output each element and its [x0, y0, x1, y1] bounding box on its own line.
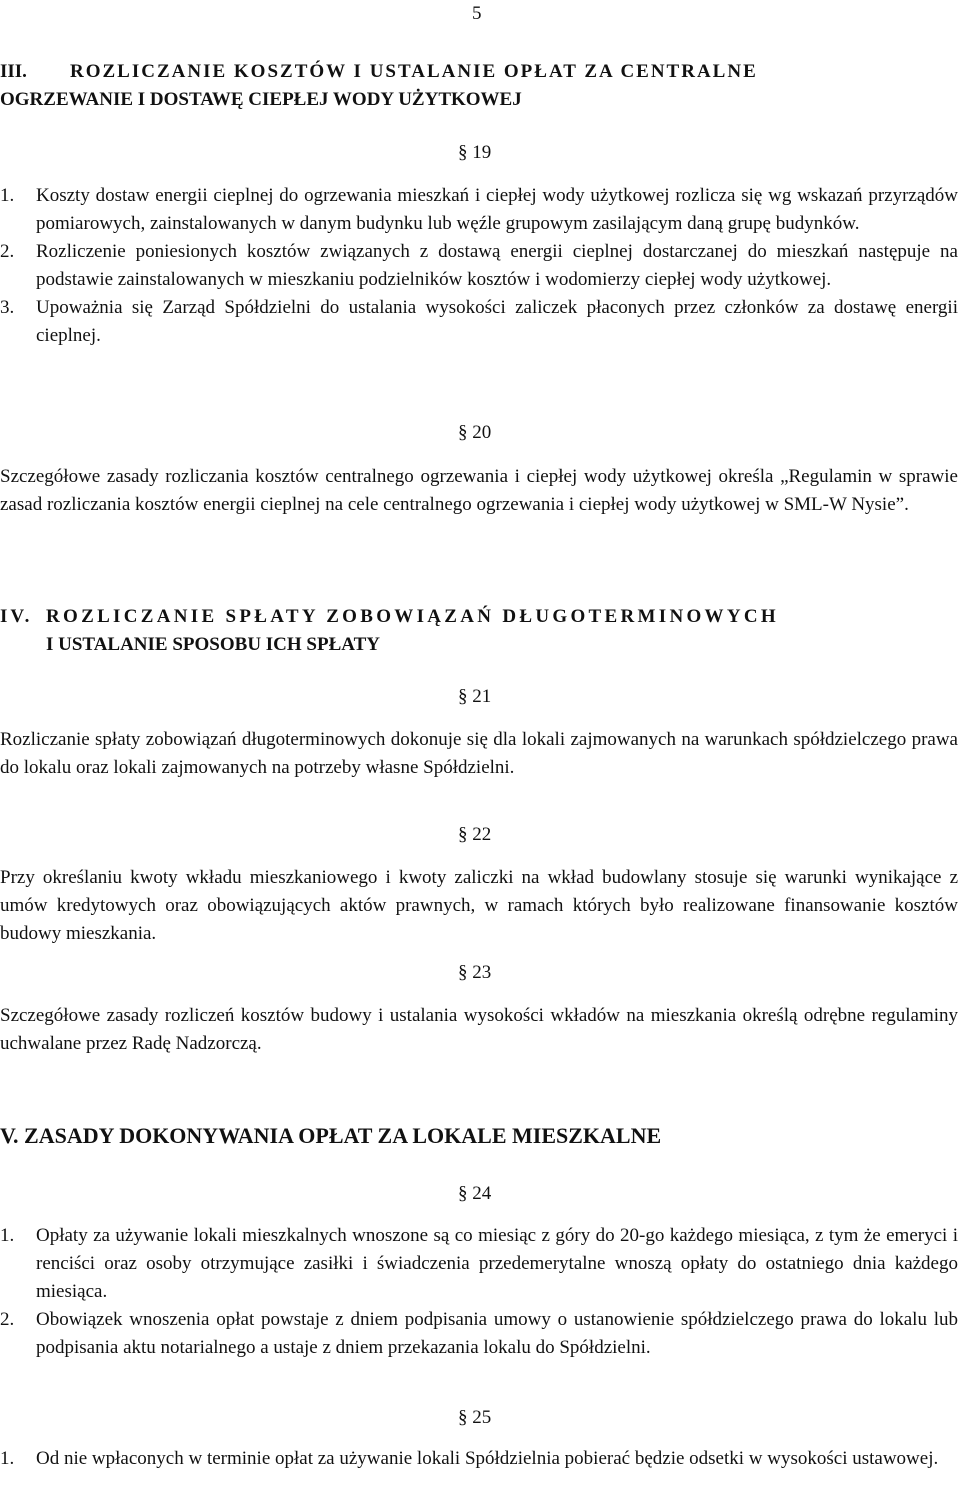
- paragraph-20-mark: § 20: [458, 422, 492, 443]
- list-item-text: Opłaty za używanie lokali mieszkalnych wnoszone są co miesiąc z góry do 20-go każdego miesiąca, z tym że emeryci i renciści oraz osoby otrzymujące zasiłki i świadczenia przedemerytalne wnoszą opłaty do ostatniego dnia każdego miesiąca.: [36, 1225, 958, 1302]
- list-item-text: Od nie wpłaconych w terminie opłat za używanie lokali Spółdzielnia pobierać będzie odsetki w wysokości ustawowej.: [36, 1448, 939, 1469]
- section-3-title-line1: ROZLICZANIE KOSZTÓW I USTALANIE OPŁAT ZA CENTRALNE: [70, 61, 758, 82]
- paragraph-25-list: [0, 1445, 958, 1473]
- section-3-heading: [0, 58, 958, 114]
- paragraph-19-mark: § 19: [458, 142, 492, 163]
- list-item: [0, 238, 958, 294]
- paragraph-19-list: [0, 182, 958, 350]
- list-item-number: 3.: [0, 297, 15, 318]
- list-item-text: Koszty dostaw energii cieplnej do ogrzewania mieszkań i ciepłej wody użytkowej rozlicza się wg wskazań przyrządów pomiarowych, zainstalowanych w danym budynku lub węźle grupowym zasilającym daną grupę budynków.: [36, 185, 958, 234]
- paragraph-22-text: Przy określaniu kwoty wkładu mieszkaniowego i kwoty zaliczki na wkład budowlany stosuje się warunki wynikające z umów kredytowych oraz obowiązujących aktów prawnych, w ramach których było realizowane finansowanie kosztów budowy mieszkania.: [0, 867, 958, 944]
- list-item-number: 1.: [0, 1448, 15, 1469]
- list-item-text: Rozliczenie poniesionych kosztów związanych z dostawą energii cieplnej dostarczanej do mieszkań następuje na podstawie zainstalowanych w mieszkaniu podzielników kosztów i wodomierzy ciepłej wody użytkowej.: [36, 241, 958, 290]
- paragraph-21-mark: § 21: [458, 686, 492, 707]
- list-item: [0, 1222, 958, 1306]
- list-item: [0, 182, 958, 238]
- list-item: [0, 1445, 958, 1473]
- paragraph-23-text: Szczegółowe zasady rozliczeń kosztów budowy i ustalania wysokości wkładów na mieszkania określą odrębne regulaminy uchwalane przez Radę Nadzorczą.: [0, 1005, 958, 1054]
- list-item-number: 2.: [0, 1309, 15, 1330]
- list-item-number: 2.: [0, 241, 15, 262]
- paragraph-25-mark: § 25: [458, 1407, 492, 1428]
- section-3-title-line2: OGRZEWANIE I DOSTAWĘ CIEPŁEJ WODY UŻYTKOWEJ: [0, 89, 522, 110]
- paragraph-23-mark: § 23: [458, 962, 492, 983]
- list-item-number: 1.: [0, 1225, 15, 1246]
- paragraph-24-mark: § 24: [458, 1183, 492, 1204]
- list-item: [0, 1306, 958, 1362]
- list-item-number: 1.: [0, 185, 15, 206]
- section-4-title-line2: I USTALANIE SPOSOBU ICH SPŁATY: [46, 634, 380, 655]
- list-item-text: Upoważnia się Zarząd Spółdzielni do ustalania wysokości zaliczek płaconych przez członków za dostawę energii cieplnej.: [36, 297, 958, 346]
- section-4-heading: [0, 603, 958, 659]
- paragraph-22-mark: § 22: [458, 824, 492, 845]
- paragraph-24-list: [0, 1222, 958, 1362]
- section-4-number: IV.: [0, 606, 33, 627]
- section-3-number: III.: [0, 61, 27, 82]
- list-item-text: Obowiązek wnoszenia opłat powstaje z dniem podpisania umowy o ustanowienie spółdzielczego prawa do lokalu lub podpisania aktu notarialnego a ustaje z dniem przekazania lokalu do Spółdzielni.: [36, 1309, 958, 1358]
- list-item: [0, 294, 958, 350]
- paragraph-21-text: Rozliczanie spłaty zobowiązań długoterminowych dokonuje się dla lokali zajmowanych na warunkach spółdzielczego prawa do lokalu oraz lokali zajmowanych na potrzeby własne Spółdzielni.: [0, 729, 958, 778]
- section-5-heading: V. ZASADY DOKONYWANIA OPŁAT ZA LOKALE MIESZKALNE: [0, 1123, 662, 1148]
- page-number: 5: [472, 3, 482, 24]
- paragraph-20-text: Szczegółowe zasady rozliczania kosztów centralnego ogrzewania i ciepłej wody użytkowej określa „Regulamin w sprawie zasad rozliczania kosztów energii cieplnej na cele centralnego ogrzewania i ciepłej wody użytkowej w SML-W Nysie”.: [0, 466, 958, 515]
- section-4-title-line1: ROZLICZANIE SPŁATY ZOBOWIĄZAŃ DŁUGOTERMINOWYCH: [46, 606, 779, 627]
